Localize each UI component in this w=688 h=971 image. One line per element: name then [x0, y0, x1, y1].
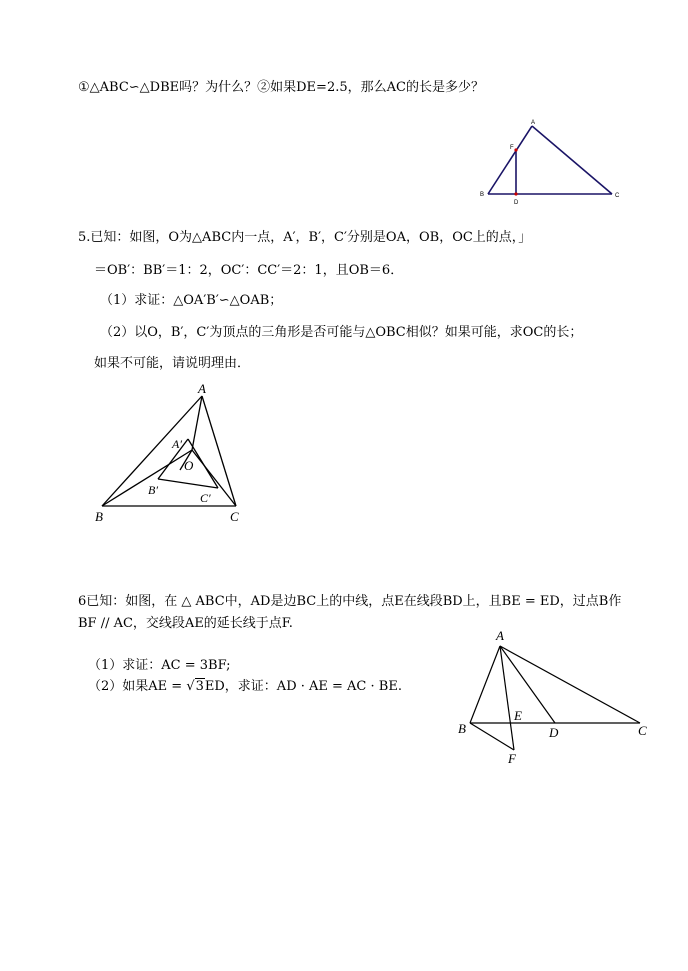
problem4-figure: [470, 112, 630, 212]
label-B: B: [458, 721, 466, 736]
label-C: C: [638, 723, 647, 738]
sqrt-symbol: √3: [186, 679, 204, 694]
label-O: O: [184, 458, 194, 473]
label-B-prime: B′: [148, 483, 158, 497]
label-F: F: [508, 751, 516, 766]
label-E: E: [514, 708, 522, 723]
problem4-question: ①△ABC∽△DBE吗？为什么？②如果DE=2.5，那么AC的长是多少？: [78, 80, 484, 95]
label-F: F: [510, 145, 514, 151]
problem5-line1: 5.已知：如图，O为△ABC内一点，A′，B′，C′分别是OA，OB，OC上的点，」: [78, 230, 532, 245]
label-D: D: [514, 200, 519, 206]
problem6-part2-suffix: ED，求证：AD · AE = AC · BE.: [204, 679, 402, 694]
problem5-part2: （2）以O，B′，C′为顶点的三角形是否可能与△OBC相似？如果可能，求OC的长；: [100, 325, 583, 340]
edge-AC: [532, 126, 612, 194]
label-A: A: [198, 381, 206, 396]
label-C: C: [230, 509, 239, 524]
point-D: [514, 192, 517, 195]
label-C-prime: C′: [200, 491, 211, 505]
problem6-line1: 6已知：如图，在 △ ABC中，AD是边BC上的中线，点E在线段BD上，且BE = ED，过点B作: [78, 594, 622, 609]
problem5-part2-continued: 如果不可能，请说明理由．: [94, 356, 251, 371]
label-C: C: [615, 193, 620, 199]
problem6-figure: [452, 626, 658, 768]
point-F: [514, 148, 517, 151]
label-B: B: [95, 509, 103, 524]
edge-AB: [488, 126, 532, 194]
problem6-part2: [88, 678, 402, 696]
problem5-part1: （1）求证：△OA′B′∽△OAB；: [100, 293, 283, 308]
label-B: B: [480, 192, 485, 198]
problem5-line2: ＝OB′：BB′＝1：2，OC′：CC′＝2：1，且OB＝6．: [94, 263, 404, 278]
problem5-figure: [90, 378, 260, 528]
label-D: D: [549, 725, 559, 740]
label-A-prime: A′: [172, 437, 182, 451]
sqrt-radicand: 3: [195, 679, 204, 694]
problem6-part2-prefix: （2）如果AE =: [88, 679, 187, 694]
problem6-line2: BF // AC，交线段AE的延长线于点F.: [78, 616, 293, 631]
label-A: A: [531, 120, 536, 126]
label-A: A: [496, 628, 504, 643]
problem6-part1: （1）求证：AC = 3BF;: [88, 658, 231, 673]
